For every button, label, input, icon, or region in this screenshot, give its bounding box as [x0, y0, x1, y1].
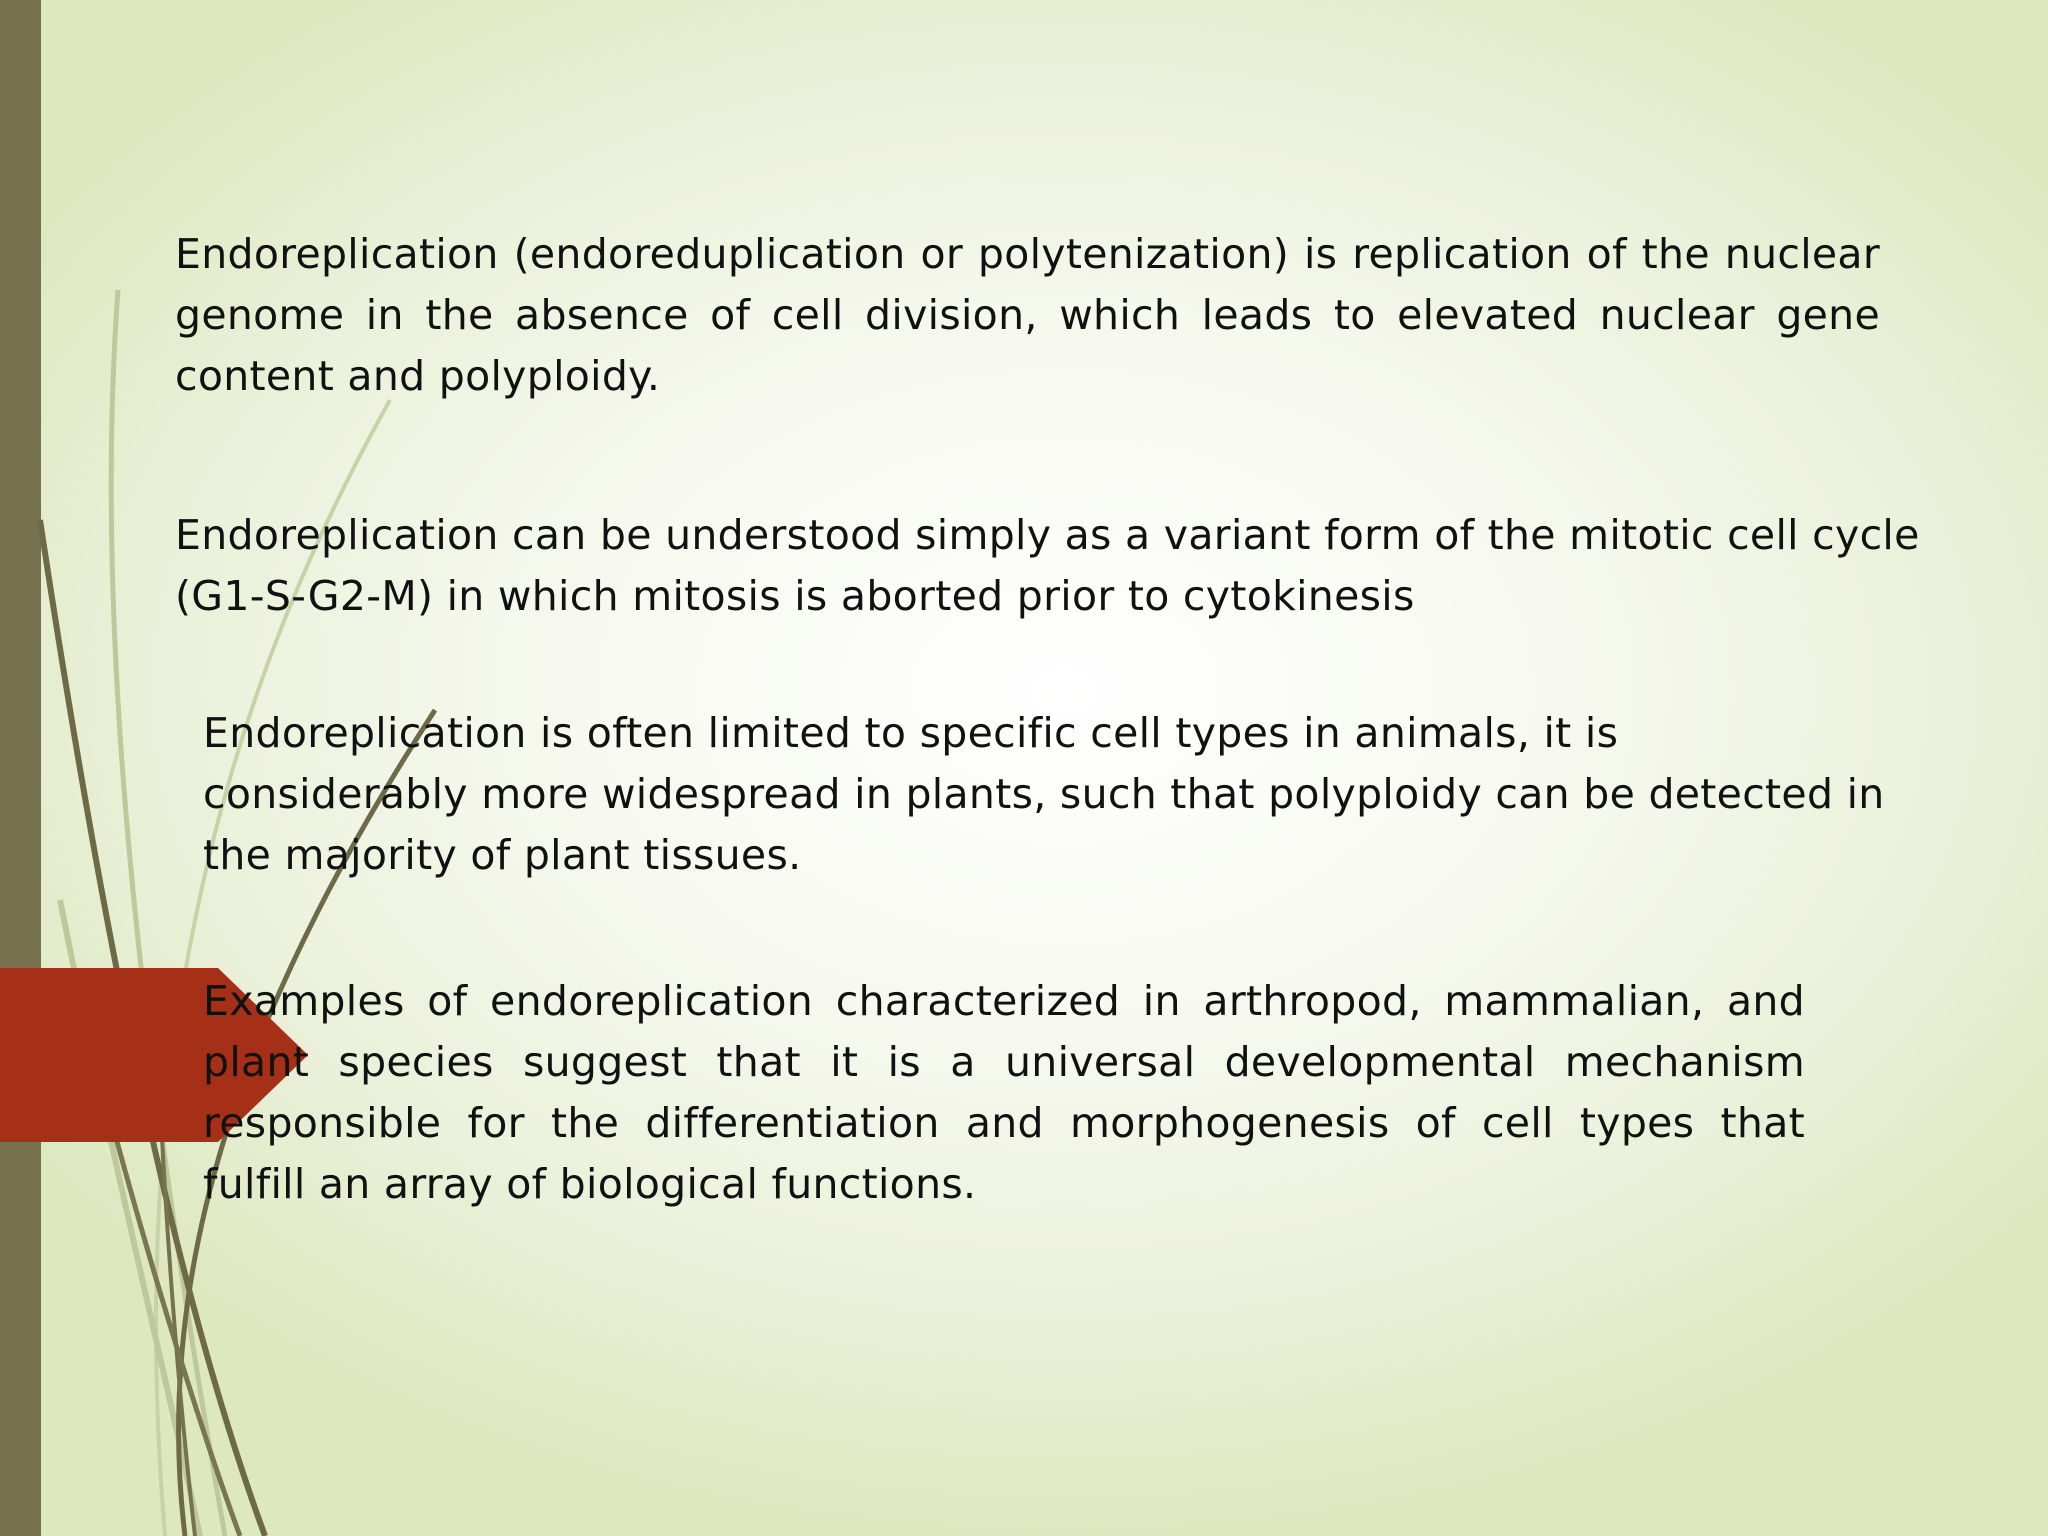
paragraph-examples: Examples of endoreplication characterized in arthropod, mammalian, and plant species suggest that it is a universal developmental mechanism responsible for the differentiation and morphogenesis of cell types that fulfill an array of biological functions. [203, 977, 1805, 1208]
paragraph-endoreplication-definition: Endoreplication (endoreduplication or polytenization) is replication of the nuclear genome in the absence of cell division, which leads to elevated nuclear gene content and polyploidy. [175, 230, 1880, 400]
paragraph-cell-types: Endoreplication is often limited to specific cell types in animals, it is considerably more widespread in plants, such that polyploidy can be detected in the majority of plant tissues. [203, 709, 1885, 879]
paragraph-cell-cycle-variant: Endoreplication can be understood simply as a variant form of the mitotic cell cycle (G1-S-G2-M) in which mitosis is aborted prior to cytokinesis [175, 511, 1920, 620]
